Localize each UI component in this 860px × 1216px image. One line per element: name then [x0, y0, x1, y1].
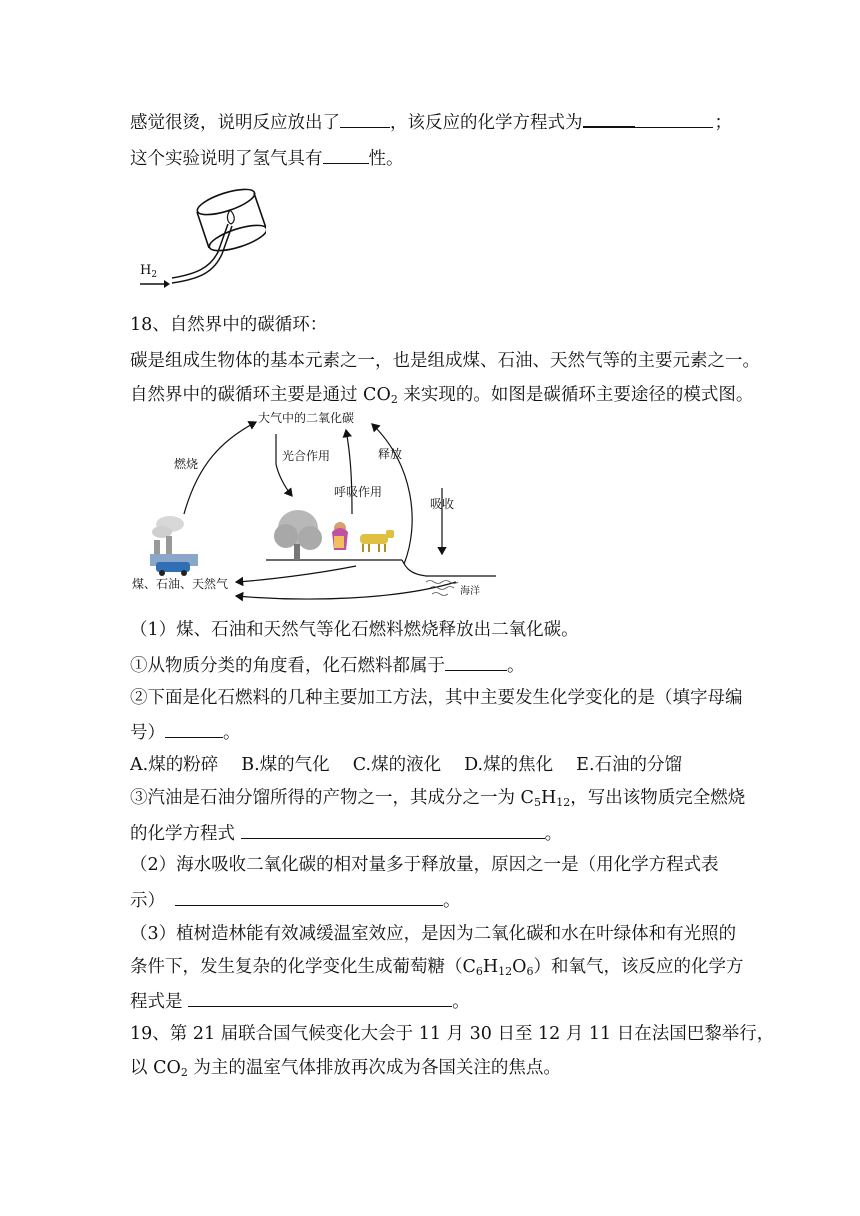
- text: 程式是: [130, 992, 189, 1012]
- text: O: [512, 957, 527, 977]
- text-line: [130, 108, 732, 135]
- gas-tube-icon: [172, 224, 232, 283]
- respiration-label: 呼吸作用: [334, 485, 383, 499]
- subscript: 2: [390, 393, 398, 406]
- subscript: 12: [556, 796, 571, 809]
- text-line: [130, 686, 743, 710]
- answer-blank[interactable]: [175, 887, 443, 906]
- tree-icon: [274, 510, 322, 560]
- flame-icon: [227, 210, 234, 224]
- text-line: [130, 349, 760, 373]
- text-line: [130, 1056, 561, 1085]
- answer-blank[interactable]: [323, 145, 369, 164]
- options-text: A.煤的粉碎 B.煤的气化 C.煤的液化 D.煤的焦化 E.石油的分馏: [130, 755, 683, 775]
- factory-car-icon: [150, 516, 198, 576]
- answer-blank[interactable]: [635, 109, 713, 128]
- text: 号）: [130, 723, 165, 743]
- carbon-cycle-figure: [126, 404, 506, 610]
- text: 。: [544, 824, 563, 844]
- text-line: [130, 652, 525, 678]
- photosynthesis-label: 光合作用: [282, 449, 331, 463]
- text: 来实现的。如图是碳循环主要途径的模式图。: [397, 385, 754, 405]
- text-line: [130, 988, 470, 1014]
- subscript: 12: [498, 965, 513, 978]
- to-fossil-arrow: [236, 566, 356, 582]
- answer-blank[interactable]: [583, 108, 635, 128]
- text: 自然界中的碳循环主要是通过 CO: [130, 385, 391, 405]
- text-line: [130, 955, 744, 984]
- text: 。: [507, 656, 525, 676]
- text: ，写出该物质完全燃烧: [570, 788, 746, 808]
- text: 条件下，发生复杂的化学变化生成葡萄糖（C: [130, 957, 476, 977]
- answer-blank[interactable]: [188, 988, 452, 1007]
- text: 18、自然界中的碳循环：: [130, 315, 328, 335]
- answer-blank[interactable]: [340, 109, 390, 128]
- respiration-arrow: [346, 430, 352, 514]
- answer-blank[interactable]: [165, 719, 223, 738]
- text-line: [130, 853, 719, 877]
- atmosphere-label: 大气中的二氧化碳: [258, 411, 355, 425]
- text-line: [130, 820, 562, 846]
- text: 。: [223, 723, 241, 743]
- text: 以 CO: [130, 1058, 181, 1078]
- text: 感觉很烫，说明反应放出了: [130, 113, 340, 133]
- cow-icon: [360, 530, 394, 552]
- h2-label: $H_2$: [140, 263, 158, 280]
- text: 示）: [130, 891, 165, 911]
- question-title: [130, 1022, 774, 1046]
- text: ；: [714, 113, 732, 133]
- text-line: [130, 618, 579, 642]
- text-line: [130, 922, 736, 946]
- text: ②下面是化石燃料的几种主要加工方法，其中主要发生化学变化的是（填字母编: [130, 688, 743, 708]
- question-title: [130, 313, 327, 337]
- burning-label: 燃烧: [174, 457, 199, 471]
- text: ，该反应的化学方程式为: [390, 113, 583, 133]
- text-line: [130, 719, 241, 745]
- subscript: 2: [180, 1066, 188, 1079]
- text: （3）植树造林能有效减缓温室效应，是因为二氧化碳和水在叶绿体和有光照的: [130, 924, 737, 944]
- text: H: [482, 957, 499, 977]
- text: 性。: [368, 149, 404, 169]
- text: （2）海水吸收二氧化碳的相对量多于释放量，原因之一是（用化学方程式表: [130, 855, 719, 875]
- person-icon: [332, 522, 348, 550]
- text: ③汽油是石油分馏所得的产物之一，其成分之一为 C: [130, 788, 534, 808]
- text: H: [540, 788, 557, 808]
- text: 这个实验说明了氢气具有: [130, 149, 323, 169]
- ocean-to-fossil-arrow: [236, 582, 456, 599]
- answer-blank[interactable]: [445, 652, 507, 671]
- text: （1）煤、石油和天然气等化石燃料燃烧释放出二氧化碳。: [130, 620, 579, 640]
- shoreline: [402, 560, 496, 576]
- hydrogen-burning-figure: [136, 182, 266, 292]
- text: 碳是组成生物体的基本元素之一，也是组成煤、石油、天然气等的主要元素之一。: [130, 351, 760, 371]
- subscript: 6: [475, 965, 483, 978]
- subscript: 6: [526, 965, 534, 978]
- text: 。: [452, 992, 470, 1012]
- text: 19、第 21 届联合国气候变化大会于 11 月 30 日至 12 月 11 日在法国巴黎举行，: [130, 1024, 775, 1044]
- arrowhead-icon: [164, 280, 170, 288]
- answer-blank[interactable]: [241, 820, 545, 839]
- fossil-fuel-label: 煤、石油、天然气: [132, 577, 229, 591]
- text-line: [130, 887, 461, 913]
- options-line: [130, 753, 682, 777]
- ocean-label: 海洋: [460, 586, 480, 597]
- text-line: [130, 786, 745, 815]
- absorb-label: 吸收: [430, 497, 455, 511]
- text: ）和氧气，该反应的化学方: [533, 957, 744, 977]
- subscript: 5: [533, 796, 541, 809]
- text: 。: [443, 891, 461, 911]
- photosynthesis-arrow: [276, 434, 292, 496]
- release-label: 释放: [378, 447, 403, 461]
- text: 为主的温室气体排放再次成为各国关注的焦点。: [187, 1058, 561, 1078]
- text: 的化学方程式: [130, 824, 241, 844]
- text: ①从物质分类的角度看，化石燃料都属于: [130, 656, 445, 676]
- text-line: [130, 145, 404, 171]
